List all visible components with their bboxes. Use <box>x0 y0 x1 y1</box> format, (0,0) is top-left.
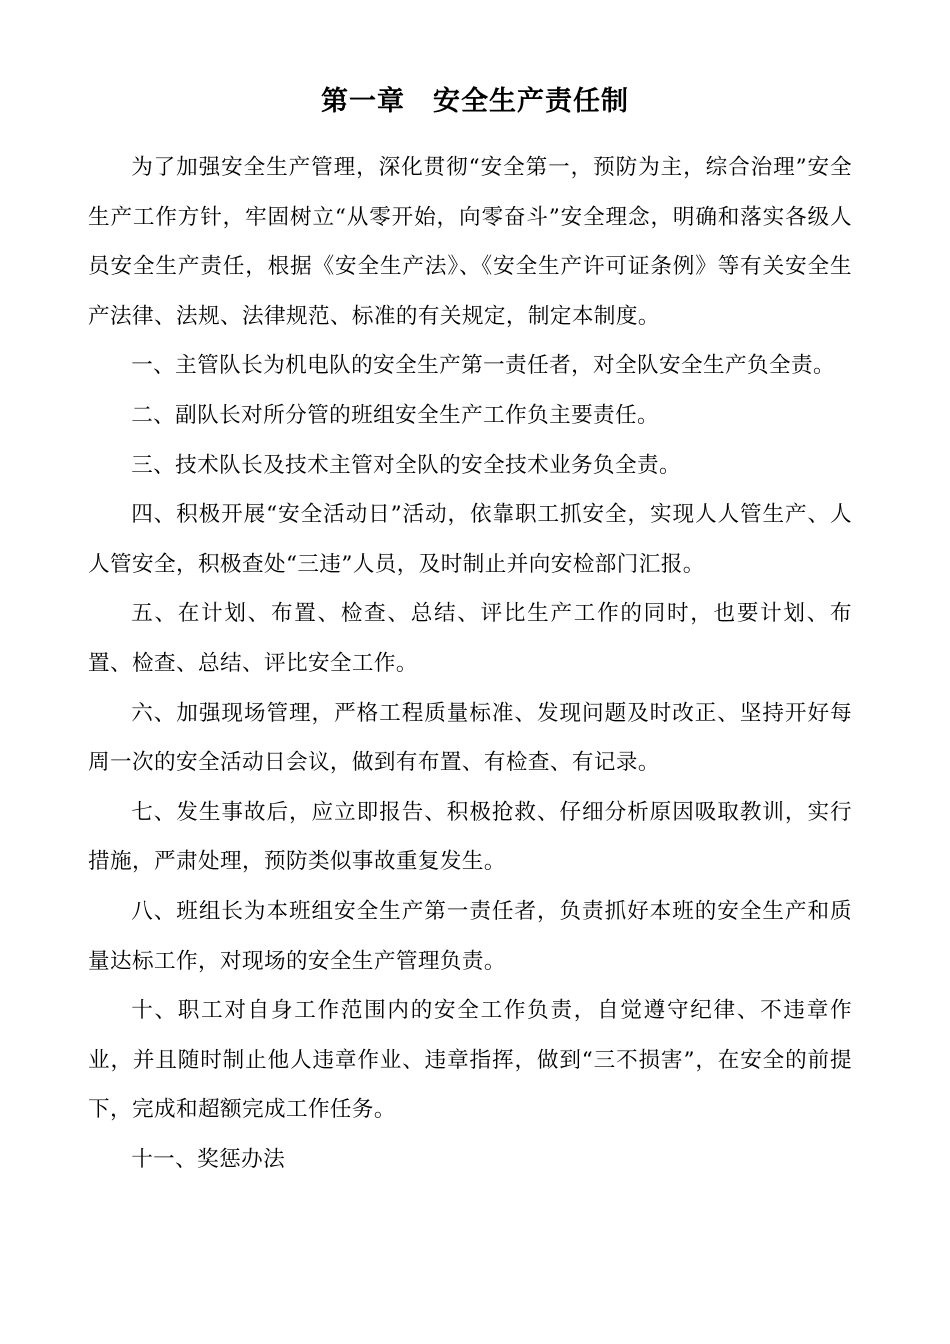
clause-6: 六、加强现场管理，严格工程质量标准、发现问题及时改正、坚持开好每周一次的安全活动日会议，做到有布置、有检查、有记录。 <box>88 700 852 776</box>
clause-7: 七、发生事故后，应立即报告、积极抢救、仔细分析原因吸取教训，实行措施，严肃处理，预防类似事故重复发生。 <box>88 799 852 875</box>
clause-8: 八、班组长为本班组安全生产第一责任者，负责抓好本班的安全生产和质量达标工作，对现场的安全生产管理负责。 <box>88 898 852 974</box>
clause-11: 十一、奖惩办法 <box>131 1146 286 1172</box>
clause-5: 五、在计划、布置、检查、总结、评比生产工作的同时，也要计划、布置、检查、总结、评比安全工作。 <box>88 601 852 676</box>
clause-4: 四、积极开展“安全活动日”活动，依靠职工抓安全，实现人人管生产、人人管安全，积极查处“三违”人员，及时制止并向安检部门汇报。 <box>88 502 852 577</box>
clause-1: 一、主管队长为机电队的安全生产第一责任者，对全队安全生产负全责。 <box>131 353 835 379</box>
intro-paragraph: 为了加强安全生产管理，深化贯彻“安全第一，预防为主，综合治理”安全生产工作方针，牢固树立“从零开始，向零奋斗”安全理念，明确和落实各级人员安全生产责任，根据《安全生产法》、《安全生产许可证条例》等有关安全生产法律、法规、法律规范、标准的有关规定，制定本制度。 <box>88 155 852 329</box>
document-body <box>88 143 852 1184</box>
clause-10: 十、职工对自身工作范围内的安全工作负责，自觉遵守纪律、不违章作业，并且随时制止他人违章作业、违章指挥，做到“三不损害”，在安全的前提下，完成和超额完成工作任务。 <box>88 998 852 1123</box>
clause-2: 二、副队长对所分管的班组安全生产工作负主要责任。 <box>131 402 660 428</box>
clause-3: 三、技术队长及技术主管对全队的安全技术业务负全责。 <box>131 452 682 478</box>
chapter-title: 第一章 安全生产责任制 <box>321 86 629 117</box>
